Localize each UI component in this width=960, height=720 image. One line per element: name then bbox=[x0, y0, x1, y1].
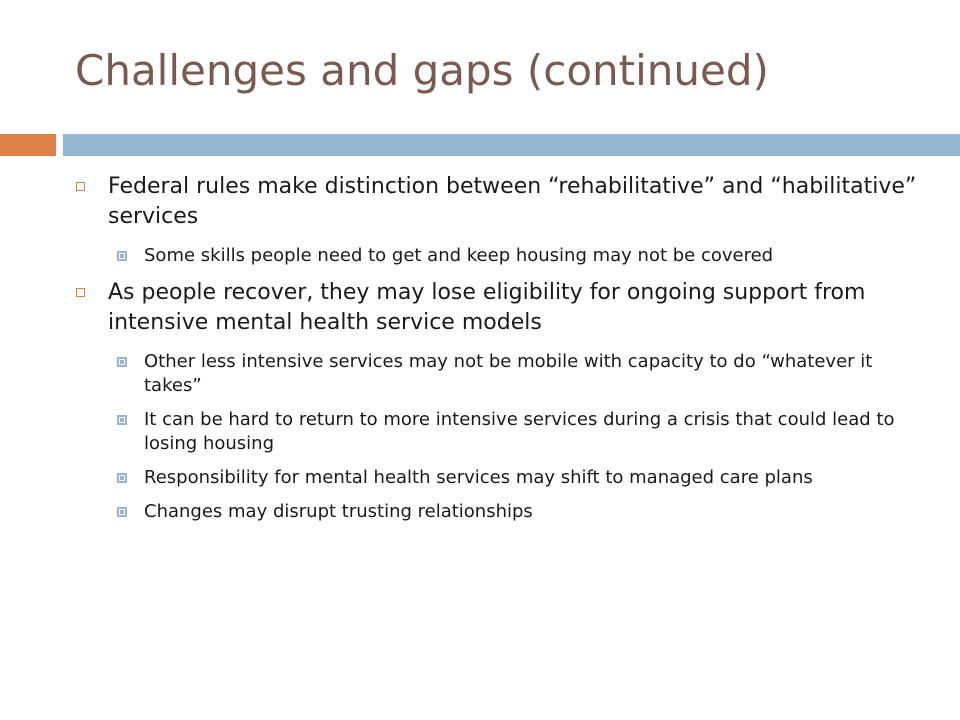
slide-title: Challenges and gaps (continued) bbox=[75, 46, 769, 95]
sub-bullet-item bbox=[74, 350, 924, 398]
square-bullet-icon bbox=[76, 288, 85, 297]
title-divider-bar bbox=[63, 134, 960, 156]
sub-bullet-text: Changes may disrupt trusting relationships bbox=[144, 501, 533, 522]
sub-bullet-text: Other less intensive services may not be mobile with capacity to do “whatever it takes” bbox=[144, 351, 873, 396]
filled-square-bullet-icon bbox=[117, 357, 127, 367]
filled-square-bullet-icon bbox=[117, 251, 127, 261]
bullet-text: Federal rules make distinction between “rehabilitative” and “habilitative” services bbox=[108, 174, 917, 229]
sub-bullet-text: Responsibility for mental health services may shift to managed care plans bbox=[144, 467, 813, 488]
filled-square-bullet-icon bbox=[117, 473, 127, 483]
bullet-item bbox=[74, 172, 924, 232]
sub-bullet-text: It can be hard to return to more intensive services during a crisis that could lead to losing housing bbox=[144, 409, 895, 454]
square-bullet-icon bbox=[76, 182, 85, 191]
sub-bullet-text: Some skills people need to get and keep housing may not be covered bbox=[144, 245, 774, 266]
sub-bullet-item bbox=[74, 244, 924, 268]
bullet-item bbox=[74, 278, 924, 338]
bullet-list bbox=[74, 172, 924, 534]
sub-bullet-item bbox=[74, 500, 924, 524]
sub-bullet-item bbox=[74, 466, 924, 490]
sub-bullet-item bbox=[74, 408, 924, 456]
bullet-text: As people recover, they may lose eligibility for ongoing support from intensive mental health service models bbox=[108, 280, 866, 335]
filled-square-bullet-icon bbox=[117, 507, 127, 517]
title-accent-bar bbox=[0, 134, 56, 156]
filled-square-bullet-icon bbox=[117, 415, 127, 425]
